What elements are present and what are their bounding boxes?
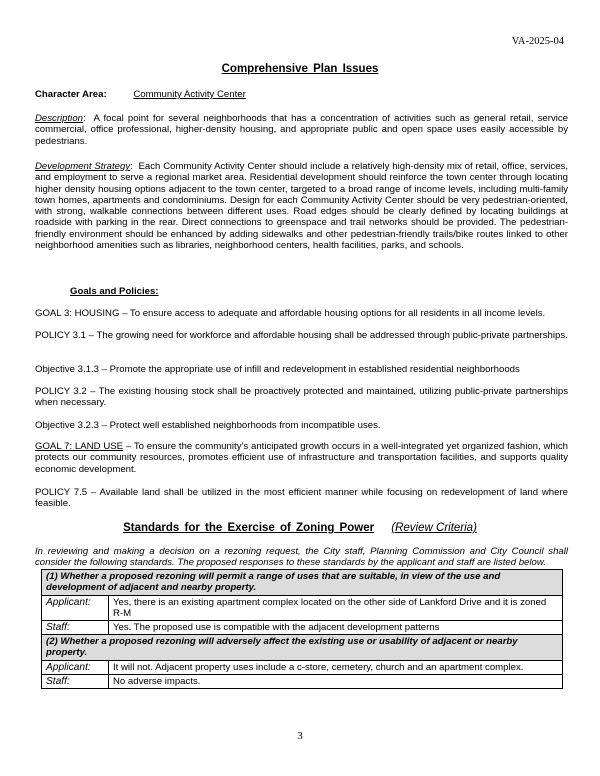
policy-3-1: POLICY 3.1 – The growing need for workforce and affordable housing shall be addressed through public-private partnerships. (35, 330, 568, 341)
standards-heading (0, 522, 600, 534)
criterion-1-heading: (1) Whether a proposed rezoning will permit a range of uses that are suitable, in view of the use and development of adjacent and nearby property. (42, 570, 563, 596)
criterion-2-applicant-response: It will not. Adjacent property uses include a c-store, cemetery, church and an apartment complex. (109, 661, 563, 675)
character-area-value: Community Activity Center (133, 89, 246, 100)
description-paragraph: Description: A focal point for several neighborhoods that has a concentration of activities such as general retail, service commercial, office professional, higher-density housing, and appropriate public and open space uses easily accessible by pedestrians. (35, 113, 569, 147)
character-area-line: Character Area: Community Activity Center (35, 89, 246, 100)
criterion-1-staff-response: Yes. The proposed use is compatible with the adjacent development patterns (109, 621, 563, 635)
criterion-2-applicant-label: Applicant: (42, 661, 109, 675)
criterion-1-applicant-response: Yes, there is an existing apartment complex located on the other side of Lankford Drive and it is zoned R-M (109, 596, 563, 621)
criterion-2-staff-label: Staff: (42, 675, 109, 689)
character-area-label: Character Area (35, 89, 104, 100)
objective-3-1-3: Objective 3.1.3 – Promote the appropriate use of infill and redevelopment in established residential neighborhoods (35, 364, 520, 375)
criterion-1-staff-label: Staff: (42, 621, 109, 635)
goal-7-text: – To ensure the community’s anticipated growth occurs in a well-integrated yet organized fashion, which protects our community resources, promotes efficient use of infrastructure and transportation facilities, and supports quality economic development. (35, 441, 569, 475)
criterion-2-heading: (2) Whether a proposed rezoning will adversely affect the existing use or usability of adjacent or nearby property. (42, 635, 563, 661)
goal-3-housing: GOAL 3: HOUSING – To ensure access to adequate and affordable housing options for all residents in all income levels. (35, 308, 546, 319)
standards-intro: In reviewing and making a decision on a rezoning request, the City staff, Planning Commission and City Council shall consider the following standards. The proposed responses to these standards by the applicant and staff are listed below. (35, 546, 568, 569)
criterion-2-staff-response: No adverse impacts. (109, 675, 563, 689)
goal-7-land-use (35, 441, 568, 475)
development-strategy-text: Each Community Activity Center should include a relatively high-density mix of retail, office, services, and employment to serve a regional market area. Residential development should reinforce the town center through locating higher density housing options adjacent to the town center, targeted to a broad range of income levels, including multi-family town homes, apartments and condominiums. Design for each Community Activity Center should be very pedestrian-oriented, with strong, walkable connections between different uses. Road edges should be clearly defined by locating buildings at roadside with parking in the rear. Direct connections to greenspace and trail networks should be provided. The pedestrian-friendly environment should be enhanced by adding sidewalks and other pedestrian-friendly trails/bike routes linked to other neighborhood amenities such as libraries, neighborhood centers, health facilities, parks, and schools. (35, 161, 568, 252)
objective-3-2-3: Objective 3.2.3 – Protect well established neighborhoods from incompatible uses. (35, 420, 381, 431)
page-title: Comprehensive Plan Issues (221, 63, 379, 75)
description-label: Description (35, 113, 83, 124)
development-strategy-label: Development Strategy (35, 161, 131, 172)
policy-3-2: POLICY 3.2 – The existing housing stock shall be proactively protected and maintained, utilizing public-private partnerships when necessary. (35, 386, 568, 409)
standards-subtitle: (Review Criteria) (391, 522, 477, 534)
goals-heading: Goals and Policies: (70, 286, 159, 297)
goal-7-label: GOAL 7: LAND USE (35, 441, 124, 452)
policy-7-5: POLICY 7.5 – Available land shall be utilized in the most efficient manner while focusing on redevelopment of land where feasible. (35, 487, 568, 510)
page-number: 3 (297, 730, 303, 742)
description-text: A focal point for several neighborhoods that has a concentration of activities such as general retail, service commercial, office professional, higher-density housing, and appropriate public and open space uses easily accessible by pedestrians. (35, 113, 569, 147)
development-strategy-paragraph: Development Strategy: Each Community Activity Center should include a relatively high-density mix of retail, office, services, and employment to serve a regional market area. Residential development should reinforce the town center through locating higher density housing options adjacent to the town center, targeted to a broad range of income levels, including multi-family town homes, apartments and condominiums. Design for each Community Activity Center should be very pedestrian-oriented, with strong, walkable connections between different uses. Road edges should be clearly defined by locating buildings at roadside with parking in the rear. Direct connections to greenspace and trail networks should be provided. The pedestrian-friendly environment should be enhanced by adding sidewalks and other pedestrian-friendly trails/bike routes linked to other neighborhood amenities such as libraries, neighborhood centers, health facilities, parks, and schools. (35, 161, 568, 252)
review-criteria-table (41, 569, 563, 689)
criterion-1-applicant-label: Applicant: (42, 596, 109, 621)
standards-title: Standards for the Exercise of Zoning Power (123, 522, 375, 534)
document-id: VA-2025-04 (511, 36, 564, 47)
